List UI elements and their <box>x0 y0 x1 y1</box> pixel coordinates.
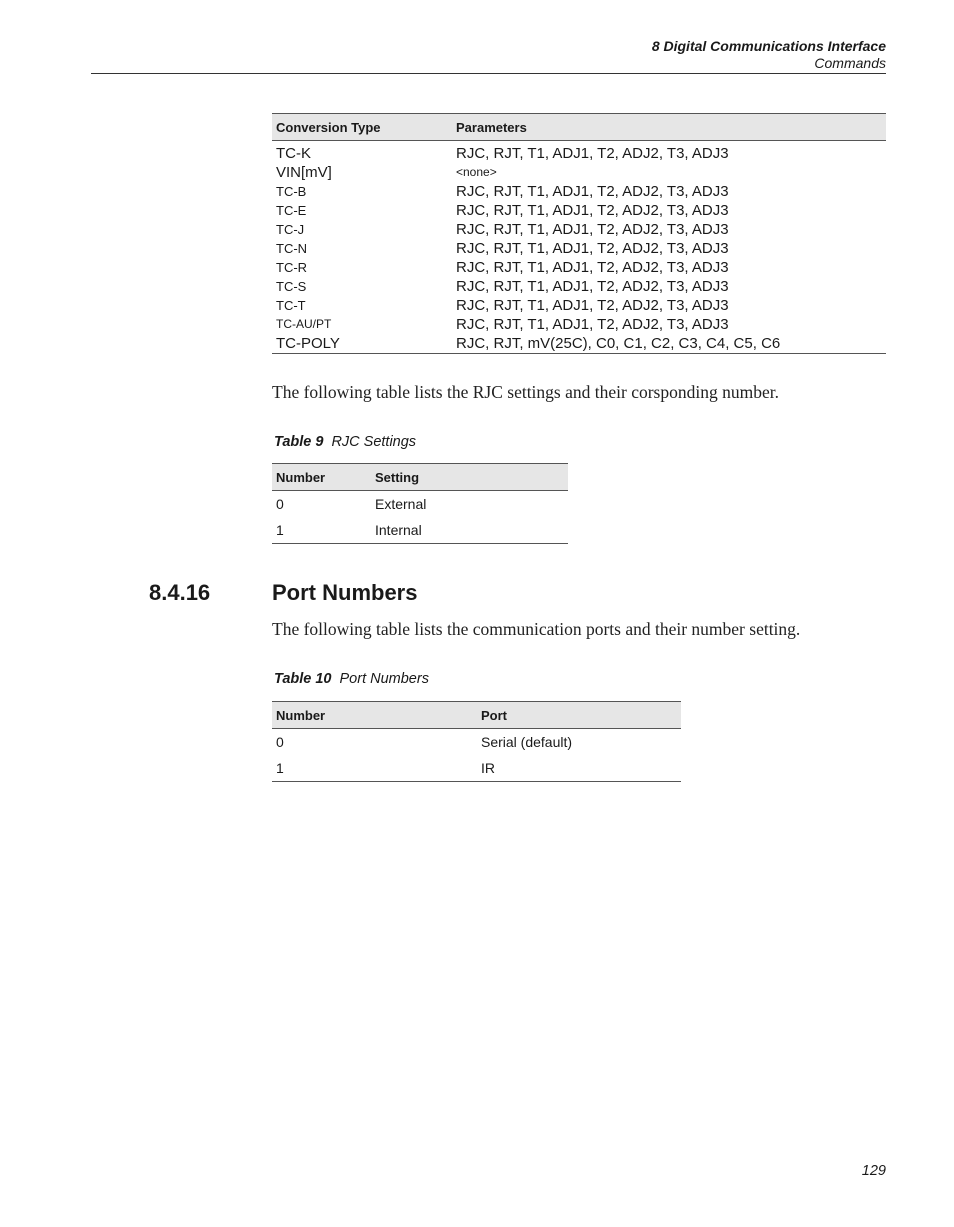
parameters-cell: RJC, RJT, T1, ADJ1, T2, ADJ2, T3, ADJ3 <box>456 278 729 295</box>
conversion-type-table <box>272 113 886 354</box>
conversion-type-cell: TC-J <box>276 222 305 237</box>
section-number: 8.4.16 <box>149 580 211 605</box>
setting-cell: External <box>375 496 427 512</box>
table-9-caption <box>274 434 416 450</box>
table-row <box>272 239 886 258</box>
number-cell: 0 <box>276 734 284 750</box>
section-title: Port Numbers <box>272 580 418 605</box>
table-row <box>272 491 568 518</box>
table-row <box>272 258 886 277</box>
table-row <box>272 517 568 544</box>
section-label: Commands <box>814 55 886 71</box>
table-row <box>272 334 886 354</box>
table-9-number: Table 9 <box>274 434 324 450</box>
table-10-title: Port Numbers <box>339 671 429 687</box>
table-row <box>272 141 886 164</box>
running-header <box>652 38 886 72</box>
table-10-caption <box>274 671 429 687</box>
parameters-cell: RJC, RJT, T1, ADJ1, T2, ADJ2, T3, ADJ3 <box>456 240 729 257</box>
column-header-number: Number <box>272 464 371 491</box>
parameters-cell: RJC, RJT, T1, ADJ1, T2, ADJ2, T3, ADJ3 <box>456 221 729 238</box>
column-header-setting: Setting <box>371 464 568 491</box>
port-cell: Serial (default) <box>481 734 573 750</box>
table-row <box>272 277 886 296</box>
conversion-type-cell: TC-POLY <box>272 334 452 354</box>
conversion-type-cell: TC-S <box>276 279 307 294</box>
number-cell: 1 <box>272 755 477 782</box>
parameters-cell: RJC, RJT, T1, ADJ1, T2, ADJ2, T3, ADJ3 <box>456 259 729 276</box>
rjc-intro-paragraph: The following table lists the RJC settings and their corsponding number. <box>272 382 779 402</box>
port-numbers-table <box>272 701 681 782</box>
table-row <box>272 201 886 220</box>
table-row <box>272 163 886 182</box>
parameters-cell: RJC, RJT, T1, ADJ1, T2, ADJ2, T3, ADJ3 <box>456 183 729 200</box>
number-cell: 1 <box>272 517 371 544</box>
table-row <box>272 755 681 782</box>
parameters-cell: RJC, RJT, T1, ADJ1, T2, ADJ2, T3, ADJ3 <box>456 316 729 333</box>
conversion-type-cell: TC-K <box>276 145 311 162</box>
rjc-settings-table <box>272 463 568 544</box>
conversion-type-cell: TC-B <box>276 184 307 199</box>
conversion-type-cell: TC-N <box>276 241 308 256</box>
parameters-cell: <none> <box>456 165 497 179</box>
number-cell: 0 <box>276 496 284 512</box>
column-header-port: Port <box>477 702 681 729</box>
conversion-type-cell: TC-E <box>276 203 307 218</box>
column-header-conversion-type: Conversion Type <box>272 114 452 141</box>
conversion-type-cell: VIN[mV] <box>276 164 332 181</box>
chapter-title: 8 Digital Communications Interface <box>651 38 886 54</box>
conversion-type-cell: TC-R <box>276 260 308 275</box>
parameters-cell: RJC, RJT, T1, ADJ1, T2, ADJ2, T3, ADJ3 <box>456 202 729 219</box>
setting-cell: Internal <box>371 517 568 544</box>
table-row <box>272 729 681 756</box>
header-rule <box>91 73 886 74</box>
column-header-number: Number <box>272 702 477 729</box>
table-row <box>272 182 886 201</box>
parameters-cell: RJC, RJT, mV(25C), C0, C1, C2, C3, C4, C5, C6 <box>452 334 886 354</box>
table-10-number: Table 10 <box>274 671 332 687</box>
conversion-type-cell: TC-T <box>276 298 306 313</box>
table-row <box>272 220 886 239</box>
parameters-cell: RJC, RJT, T1, ADJ1, T2, ADJ2, T3, ADJ3 <box>456 297 729 314</box>
ports-intro-paragraph: The following table lists the communication ports and their number setting. <box>272 619 801 639</box>
column-header-parameters: Parameters <box>452 114 886 141</box>
table-row <box>272 315 886 334</box>
table-row <box>272 296 886 315</box>
conversion-type-cell: TC-AU/PT <box>276 317 332 331</box>
page-number: 129 <box>861 1163 886 1179</box>
parameters-cell: RJC, RJT, T1, ADJ1, T2, ADJ2, T3, ADJ3 <box>456 145 729 162</box>
port-cell: IR <box>477 755 681 782</box>
table-9-title: RJC Settings <box>331 434 417 450</box>
